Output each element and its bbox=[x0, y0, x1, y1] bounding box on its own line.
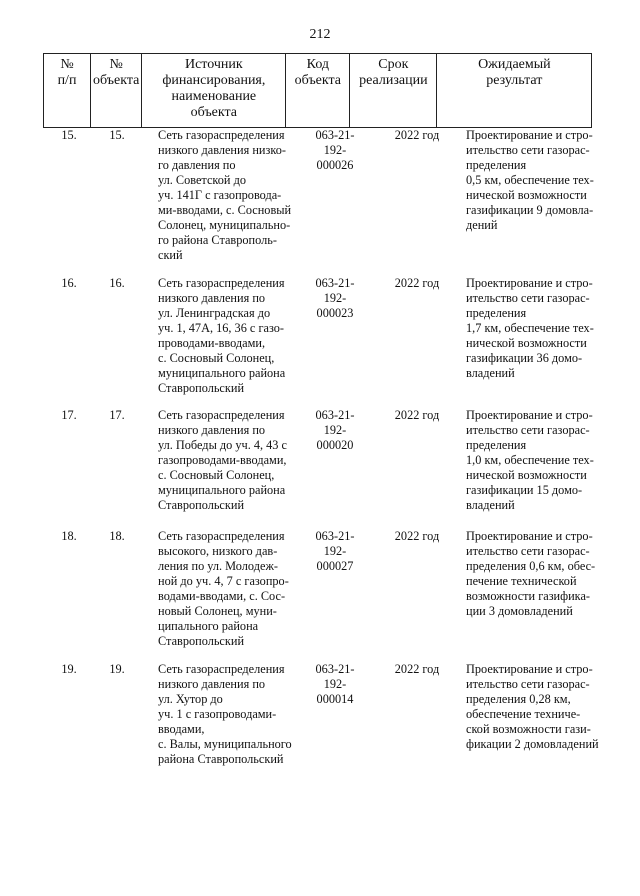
source-name-line: ул. Победы до уч. 4, 43 с bbox=[158, 438, 287, 452]
header-line: п/п bbox=[57, 73, 77, 88]
source-name-line: низкого давления низко- bbox=[158, 143, 286, 157]
expected-result-line: 1,0 км, обеспечение тех- bbox=[466, 453, 594, 467]
object-code-line: 000026 bbox=[316, 158, 354, 172]
expected-result-line: нической возможности bbox=[466, 468, 587, 482]
source-name-line: низкого давления по bbox=[158, 423, 266, 437]
row-number: 17. bbox=[61, 408, 77, 422]
object-code-line: 192- bbox=[323, 544, 347, 558]
expected-result-line: ительство сети газорас- bbox=[466, 291, 590, 305]
source-name-line: новый Солонец, муни- bbox=[158, 604, 277, 618]
header-line: реализации bbox=[359, 73, 428, 88]
expected-result-line: пределения 0,6 км, обес- bbox=[466, 559, 596, 573]
expected-result-line: возможности газифика- bbox=[466, 589, 591, 603]
expected-result-line: фикации 2 домовладений bbox=[466, 737, 599, 751]
source-name-line: высокого, низкого дав- bbox=[158, 544, 278, 558]
expected-result-line: владений bbox=[466, 366, 515, 380]
object-code-line: 192- bbox=[323, 677, 347, 691]
source-name-line: водами-вводами, с. Сос- bbox=[158, 589, 286, 603]
expected-result-line: обеспечение техниче- bbox=[466, 707, 581, 721]
expected-result-line: нической возможности bbox=[466, 188, 587, 202]
source-name-line: уч. 1, 47А, 16, 36 с газо- bbox=[158, 321, 284, 335]
object-code bbox=[303, 529, 367, 574]
header-line: № bbox=[109, 57, 123, 72]
header-row-number bbox=[44, 54, 91, 128]
expected-result-line: газификации 9 домовла- bbox=[466, 203, 594, 217]
source-name-line: вводами, bbox=[158, 722, 205, 736]
source-name-line: Солонец, муниципально- bbox=[158, 218, 291, 232]
header-line: наименование bbox=[171, 89, 257, 104]
source-name-line: ул. Ленинградская до bbox=[158, 306, 271, 320]
object-code-line: 000014 bbox=[316, 692, 354, 706]
expected-result-line: Проектирование и стро- bbox=[466, 408, 593, 422]
expected-result bbox=[466, 529, 616, 619]
source-name-line: уч. 1 с газопроводами- bbox=[158, 707, 277, 721]
header-line: Источник bbox=[184, 57, 243, 72]
expected-result-line: ительство сети газорас- bbox=[466, 423, 590, 437]
object-code bbox=[303, 128, 367, 173]
expected-result-line: Проектирование и стро- bbox=[466, 128, 593, 142]
expected-result-line: Проектирование и стро- bbox=[466, 276, 593, 290]
expected-result-line: 0,5 км, обеспечение тех- bbox=[466, 173, 594, 187]
source-name-line: уч. 141Г с газопровода- bbox=[158, 188, 282, 202]
source-name-line: го района Ставрополь- bbox=[158, 233, 277, 247]
expected-result-line: газификации 36 домо- bbox=[466, 351, 583, 365]
source-name bbox=[158, 662, 300, 767]
expected-result bbox=[466, 128, 616, 233]
header-row bbox=[44, 54, 592, 128]
expected-result-line: 1,7 км, обеспечение тех- bbox=[466, 321, 594, 335]
header-line: объекта bbox=[93, 73, 140, 88]
object-number: 16. bbox=[109, 276, 125, 290]
expected-result-line: ительство сети газорас- bbox=[466, 677, 590, 691]
header-line: Срок bbox=[378, 57, 409, 72]
object-code bbox=[303, 276, 367, 321]
source-name bbox=[158, 529, 300, 649]
object-code-line: 000020 bbox=[316, 438, 354, 452]
header-line: Код bbox=[306, 57, 330, 72]
header-line: результат bbox=[486, 73, 543, 88]
expected-result-line: дений bbox=[466, 218, 498, 232]
source-name-line: ной до уч. 4, 7 с газопро- bbox=[158, 574, 289, 588]
source-name bbox=[158, 276, 300, 396]
object-number: 17. bbox=[109, 408, 125, 422]
source-name-line: с. Сосновый Солонец, bbox=[158, 351, 275, 365]
expected-result-line: пределения bbox=[466, 438, 527, 452]
source-name-line: муниципального района bbox=[158, 483, 286, 497]
implementation-term: 2022 год bbox=[394, 529, 440, 543]
expected-result-line: владений bbox=[466, 498, 515, 512]
header-line: объекта bbox=[294, 73, 342, 88]
source-name-line: ул. Хутор до bbox=[158, 692, 223, 706]
object-code bbox=[303, 662, 367, 707]
object-code-line: 000027 bbox=[316, 559, 354, 573]
expected-result-line: пределения bbox=[466, 158, 527, 172]
expected-result bbox=[466, 408, 616, 513]
object-code-line: 063-21- bbox=[315, 408, 355, 422]
object-number: 19. bbox=[109, 662, 125, 676]
expected-result-line: газификации 15 домо- bbox=[466, 483, 583, 497]
object-code-line: 192- bbox=[323, 423, 347, 437]
expected-result-line: ской возможности гази- bbox=[466, 722, 591, 736]
source-name-line: проводами-вводами, bbox=[158, 336, 266, 350]
source-name-line: района Ставропольский bbox=[158, 752, 284, 766]
header-line: Ожидаемый bbox=[478, 57, 551, 72]
object-number: 15. bbox=[109, 128, 125, 142]
expected-result-line: ительство сети газорас- bbox=[466, 143, 590, 157]
header-source bbox=[142, 54, 286, 128]
header-result bbox=[437, 54, 592, 128]
source-name bbox=[158, 408, 300, 513]
source-name-line: муниципального района bbox=[158, 366, 286, 380]
header-object-number bbox=[91, 54, 142, 128]
source-name-line: ул. Советской до bbox=[158, 173, 246, 187]
expected-result-line: нической возможности bbox=[466, 336, 587, 350]
object-number: 18. bbox=[109, 529, 125, 543]
implementation-term: 2022 год bbox=[394, 276, 440, 290]
source-name-line: ский bbox=[158, 248, 183, 262]
header-line: объекта bbox=[190, 105, 238, 120]
header-line: финансирования, bbox=[162, 73, 266, 88]
source-name-line: Сеть газораспределения bbox=[158, 662, 285, 676]
object-code-line: 063-21- bbox=[315, 529, 355, 543]
source-name bbox=[158, 128, 300, 263]
expected-result-line: печение технической bbox=[466, 574, 577, 588]
implementation-term: 2022 год bbox=[394, 408, 440, 422]
object-code-line: 063-21- bbox=[315, 276, 355, 290]
object-code-line: 000023 bbox=[316, 306, 354, 320]
object-code bbox=[303, 408, 367, 453]
expected-result-line: ительство сети газорас- bbox=[466, 544, 590, 558]
source-name-line: ми-вводами, с. Сосновый bbox=[158, 203, 292, 217]
header-term bbox=[350, 54, 437, 128]
source-name-line: Сеть газораспределения bbox=[158, 276, 285, 290]
expected-result-line: Проектирование и стро- bbox=[466, 529, 593, 543]
source-name-line: го давления по bbox=[158, 158, 236, 172]
source-name-line: ципального района bbox=[158, 619, 259, 633]
source-name-line: с. Валы, муниципального bbox=[158, 737, 292, 751]
implementation-term: 2022 год bbox=[394, 662, 440, 676]
expected-result bbox=[466, 276, 616, 381]
source-name-line: Ставропольский bbox=[158, 498, 245, 512]
source-name-line: Сеть газораспределения bbox=[158, 128, 285, 142]
object-code-line: 063-21- bbox=[315, 128, 355, 142]
expected-result-line: пределения bbox=[466, 306, 527, 320]
object-code-line: 192- bbox=[323, 291, 347, 305]
object-code-line: 063-21- bbox=[315, 662, 355, 676]
row-number: 18. bbox=[61, 529, 77, 543]
source-name-line: с. Сосновый Солонец, bbox=[158, 468, 275, 482]
page-number: 212 bbox=[309, 27, 331, 42]
row-number: 15. bbox=[61, 128, 77, 142]
source-name-line: ления по ул. Молодеж- bbox=[158, 559, 279, 573]
expected-result-line: пределения 0,28 км, bbox=[466, 692, 571, 706]
row-number: 19. bbox=[61, 662, 77, 676]
expected-result bbox=[466, 662, 616, 752]
source-name-line: Сеть газораспределения bbox=[158, 408, 285, 422]
row-number: 16. bbox=[61, 276, 77, 290]
table-header bbox=[43, 53, 592, 128]
expected-result-line: ции 3 домовладений bbox=[466, 604, 573, 618]
implementation-term: 2022 год bbox=[394, 128, 440, 142]
header-code bbox=[286, 54, 350, 128]
source-name-line: Ставропольский bbox=[158, 634, 245, 648]
expected-result-line: Проектирование и стро- bbox=[466, 662, 593, 676]
source-name-line: Ставропольский bbox=[158, 381, 245, 395]
source-name-line: низкого давления по bbox=[158, 291, 266, 305]
source-name-line: газопроводами-вводами, bbox=[158, 453, 287, 467]
header-line: № bbox=[60, 57, 74, 72]
source-name-line: низкого давления по bbox=[158, 677, 266, 691]
object-code-line: 192- bbox=[323, 143, 347, 157]
source-name-line: Сеть газораспределения bbox=[158, 529, 285, 543]
